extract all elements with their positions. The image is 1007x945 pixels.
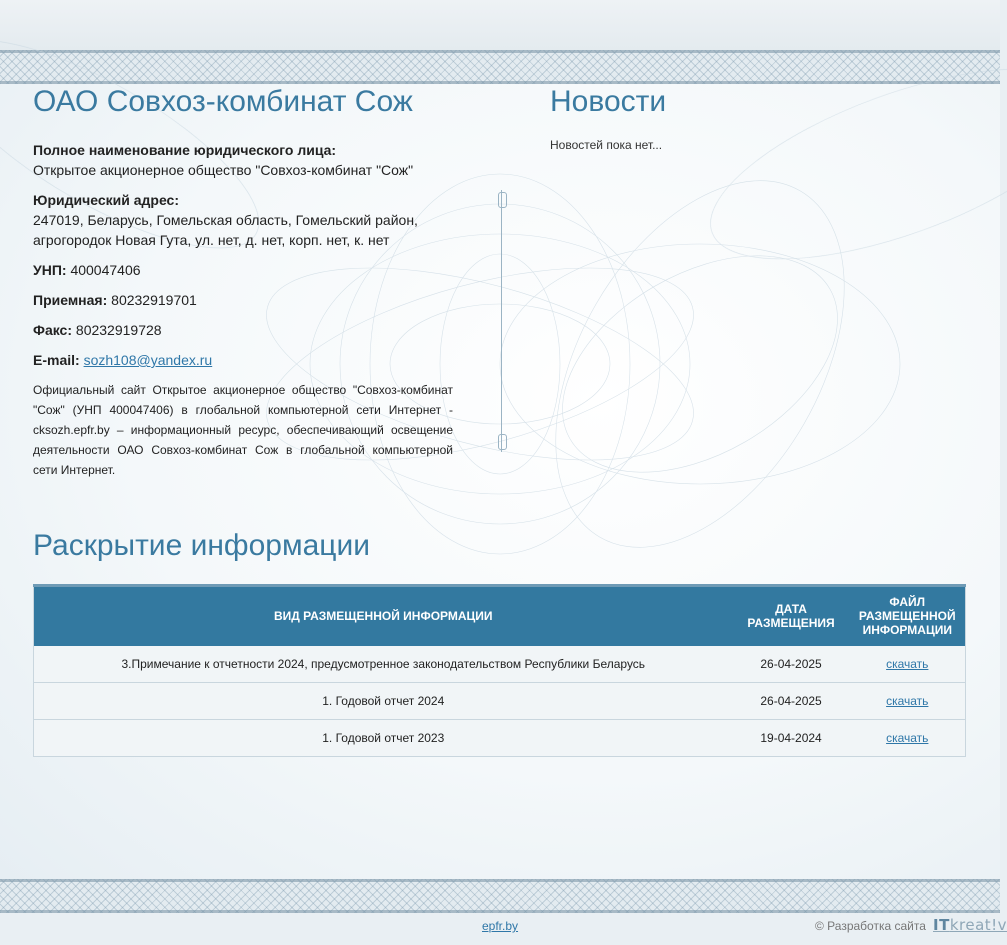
address-block <box>33 190 453 250</box>
address-label: Юридический адрес: <box>33 192 179 208</box>
reception-value: 80232919701 <box>111 292 197 308</box>
row-kind: 1. Годовой отчет 2024 <box>34 683 733 720</box>
table-row <box>34 646 966 683</box>
row-kind: 1. Годовой отчет 2023 <box>34 720 733 757</box>
disclosure-title: Раскрытие информации <box>33 529 370 562</box>
logo-it: IT <box>933 916 950 934</box>
unp-label: УНП: <box>33 262 67 278</box>
header-date: ДАТА РАЗМЕЩЕНИЯ <box>733 586 850 646</box>
email-block <box>33 350 453 370</box>
reception-block <box>33 290 453 310</box>
row-file-cell <box>850 646 966 683</box>
news-empty-message: Новостей пока нет... <box>550 138 663 152</box>
itkreativ-logo[interactable] <box>933 916 1007 934</box>
download-link[interactable]: скачать <box>886 731 929 745</box>
header-decorative-band <box>0 50 1000 84</box>
company-info-section <box>33 84 453 480</box>
row-date: 19-04-2024 <box>733 720 850 757</box>
email-label: E-mail: <box>33 352 80 368</box>
table-header-row <box>34 586 966 646</box>
email-link[interactable]: sozh108@yandex.ru <box>83 352 213 368</box>
address-value: 247019, Беларусь, Гомельская область, Гомельский район, агрогородок Новая Гута, ул. нет, д. нет, корп. нет, к. нет <box>33 212 418 248</box>
row-kind: 3.Примечание к отчетности 2024, предусмотренное законодательством Республики Беларусь <box>34 646 733 683</box>
news-section <box>550 84 970 153</box>
row-date: 26-04-2025 <box>733 683 850 720</box>
full-name-block <box>33 140 453 180</box>
unp-value: 400047406 <box>70 262 141 278</box>
footer-decorative-band <box>0 879 1000 913</box>
site-description: Официальный сайт Открытое акционерное общество "Совхоз-комбинат "Сож" (УНП 400047406) в глобальной компьютерной сети Интернет - cksozh.epfr.by – информационный ресурс, обеспечивающий освещение деятельности ОАО Совхоз-комбинат Сож в глобальной компьютерной сети Интернет. <box>33 383 453 477</box>
full-name-label: Полное наименование юридического лица: <box>33 142 337 158</box>
fax-block <box>33 320 453 340</box>
download-link[interactable]: скачать <box>886 694 929 708</box>
table-row <box>34 720 966 757</box>
disclosure-section <box>33 528 966 757</box>
disclosure-table <box>33 584 966 757</box>
top-bar <box>0 0 1000 50</box>
footer <box>0 913 1007 945</box>
row-date: 26-04-2025 <box>733 646 850 683</box>
company-title: ОАО Совхоз-комбинат Сож <box>33 85 413 118</box>
news-title: Новости <box>550 85 667 118</box>
unp-block <box>33 260 453 280</box>
full-name-value: Открытое акционерное общество "Совхоз-комбинат "Сож" <box>33 162 414 178</box>
footer-credit: © Разработка сайта <box>815 919 926 933</box>
fax-label: Факс: <box>33 322 73 338</box>
footer-epfr-link[interactable]: epfr.by <box>482 919 519 933</box>
header-kind: ВИД РАЗМЕЩЕННОЙ ИНФОРМАЦИИ <box>34 586 733 646</box>
row-file-cell <box>850 683 966 720</box>
reception-label: Приемная: <box>33 292 108 308</box>
logo-rest: kreat!v <box>949 916 1007 934</box>
download-link[interactable]: скачать <box>886 656 929 671</box>
header-file: ФАЙЛ РАЗМЕЩЕННОЙ ИНФОРМАЦИИ <box>850 586 966 646</box>
row-file-cell <box>850 720 966 757</box>
column-divider <box>501 190 502 452</box>
fax-value: 80232919728 <box>75 322 162 338</box>
table-row <box>34 683 966 720</box>
